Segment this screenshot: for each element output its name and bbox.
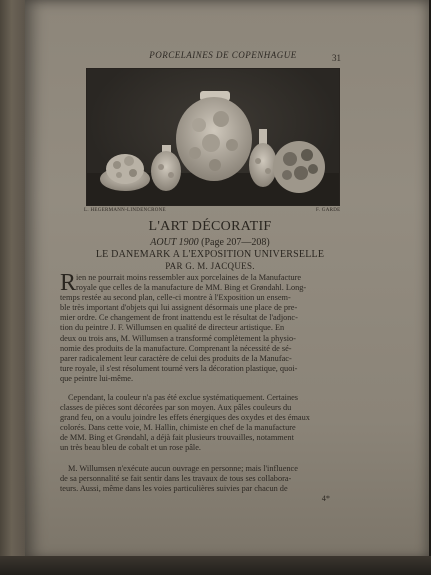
text-line: colorés. Dans cette voie, M. Hallin, chimiste en chef de la manufacture: [60, 423, 296, 433]
text-line: ien ne pourrait moins ressembler aux porcelaines de la Manufacture: [76, 273, 302, 282]
article-date-month: AOUT 1900: [150, 237, 199, 248]
text-line: royale que celles de la manufacture de MM. Bing et Grøndahl. Long-: [76, 283, 307, 293]
text-line: que peintre lui-même.: [60, 373, 134, 383]
paragraph-3: [60, 464, 360, 504]
previous-page-edge: [0, 0, 26, 575]
text-line: un très beau bleu de cobalt et un rose pâle.: [60, 443, 201, 453]
photo-caption-left: L. HEGERMANN-LINDENCRONE: [84, 208, 166, 213]
article-author: PAR G. M. JACQUES.: [165, 261, 255, 271]
drop-cap: R: [60, 270, 77, 296]
article-title: L'ART DÉCORATIF: [148, 219, 272, 234]
text-line: parer radicalement leur caractère de celui des produits de la Manufac-: [60, 353, 292, 363]
paragraph-1: [60, 270, 360, 384]
text-line: M. Willumsen n'exécute aucun ouvrage en personne; mais l'influence: [68, 464, 298, 473]
text-line: ture royale, il s'est résolument tourné vers la décoration plastique, quoi-: [60, 363, 298, 373]
porcelain-photograph: [86, 68, 340, 206]
photo-caption-right: F. GARDE: [316, 208, 341, 213]
paragraph-2: [60, 393, 360, 454]
page-bottom-shadow: [0, 556, 431, 575]
text-line: ble très important d'objets qui lui assignent désormais une place de pre-: [60, 303, 298, 313]
text-line: deux ou trois ans, M. Willumsen a transformé complètement la physio-: [60, 333, 296, 343]
text-line: Cependant, la couleur n'a pas été exclue systématiquement. Certaines: [68, 393, 299, 402]
article-date-pages: (Page 207—208): [198, 237, 270, 248]
text-line: classes de pièces sont décorées par son moyen. Aux pâles couleurs du: [60, 403, 292, 413]
text-line: nomie des produits de la manufacture. Comprenant la nécessité de sé-: [60, 343, 292, 353]
text-line: grand feu, on a voulu joindre les effets énergiques des oxydes et des émaux: [60, 413, 310, 423]
page-number: 31: [332, 53, 341, 63]
text-line: de sa personnalité se fait sentir dans les travaux de tous ses collabora-: [60, 474, 292, 484]
porcelain-vases-illustration: [87, 69, 339, 205]
text-line: temps restée au second plan, celle-ci montre à l'Exposition un ensem-: [60, 293, 291, 303]
article-date: [80, 237, 340, 248]
text-line: tion du peintre J. F. Willumsen en qualité de directeur artistique. En: [60, 323, 285, 333]
text-line: teurs. Aussi, même dans les voies particulières suivies par chacun de: [60, 484, 288, 494]
running-head: PORCELAINES DE COPENHAGUE: [149, 50, 297, 60]
text-line: de MM. Bing et Grøndahl, a déjà fait plusieurs trouvailles, notamment: [60, 433, 294, 443]
signature-mark: 4*: [321, 494, 330, 504]
text-line: mier ordre. Ce changement de front inattendu est le résultat de l'adjonc-: [60, 313, 298, 323]
article-subtitle: LE DANEMARK A L'EXPOSITION UNIVERSELLE: [95, 249, 325, 260]
